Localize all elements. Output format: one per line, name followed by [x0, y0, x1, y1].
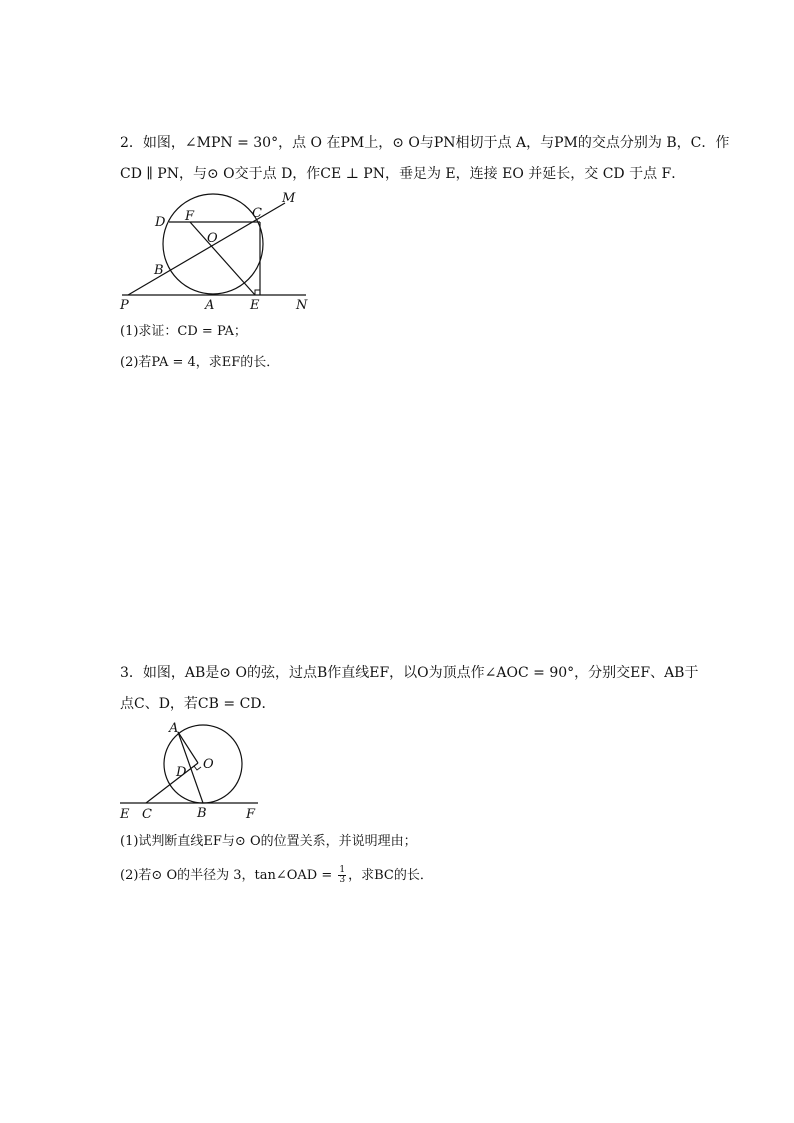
problem3-question2 — [120, 866, 433, 886]
problem3-question2-suffix: ，求BC的长． — [348, 868, 433, 883]
label-d: D — [176, 765, 187, 780]
label-f: F — [185, 209, 195, 224]
label-f: F — [246, 807, 256, 822]
problem2-figure — [110, 185, 330, 315]
right-angle-mark-e — [255, 290, 260, 295]
segment-ao — [178, 732, 198, 763]
segment-ef — [190, 222, 255, 295]
problem3-line2: 点C、D，若CB = CD． — [120, 696, 276, 712]
label-p: P — [120, 298, 129, 313]
fraction-numerator: 1 — [339, 865, 346, 875]
segment-oc — [146, 763, 198, 803]
fraction-denominator: 3 — [339, 875, 346, 885]
problem2-line1: 2．如图，∠MPN = 30°，点 O 在PM上，⊙ O与PN相切于点 A，与PM的交点分别为 B，C．作 — [120, 135, 730, 151]
problem2-question2: (2)若PA = 4，求EF的长． — [120, 355, 280, 370]
label-m: M — [282, 191, 296, 206]
label-a: A — [205, 298, 215, 313]
label-e: E — [250, 298, 260, 313]
label-o: O — [203, 757, 214, 772]
problem3-figure — [110, 718, 270, 822]
label-c: C — [252, 206, 262, 221]
fraction — [338, 866, 346, 885]
label-n: N — [296, 298, 308, 313]
problem2-question1: (1)求证：CD = PA； — [120, 324, 247, 339]
problem3-question1: (1)试判断直线EF与⊙ O的位置关系，并说明理由； — [120, 834, 417, 849]
label-b: B — [154, 263, 164, 278]
right-angle-mark-o — [194, 766, 201, 770]
label-b: B — [197, 806, 207, 821]
label-c: C — [142, 807, 152, 822]
problem2-line2: CD ∥ PN，与⊙ O交于点 D，作CE ⊥ PN，垂足为 E，连接 EO 并延长，交 CD 于点 F． — [120, 166, 686, 182]
label-d: D — [155, 215, 166, 230]
problem3-question2-prefix: (2)若⊙ O的半径为 3，tan∠OAD = — [120, 868, 337, 883]
label-a: A — [169, 721, 179, 736]
label-o: O — [207, 231, 218, 246]
problem3-line1: 3．如图，AB是⊙ O的弦，过点B作直线EF，以O为顶点作∠AOC = 90°，分别交EF、AB于 — [120, 665, 699, 681]
label-e: E — [120, 807, 130, 822]
